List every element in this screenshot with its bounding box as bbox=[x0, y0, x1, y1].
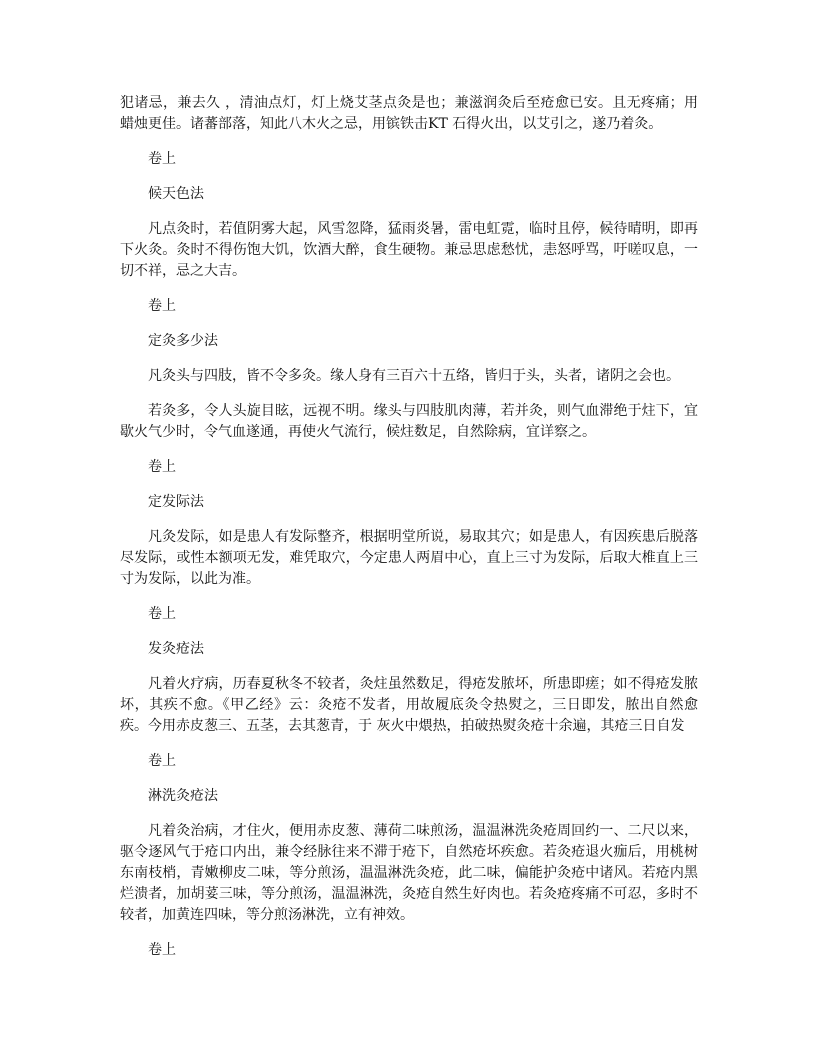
paragraph-ding-fa-ji: 凡灸发际，如是患人有发际整齐，根据明堂所说，易取其穴；如是患人，有因疾患后脱落尽发际，或性本额项无发，难凭取穴，今定患人两眉中心，直上三寸为发际，后取大椎直上三寸为发际，以此为准。 bbox=[120, 529, 698, 587]
paragraph-hou-tian-se: 凡点灸时，若值阴雾大起，风雪忽降，猛雨炎暑，雷电虹霓，临时且停，候待晴明，即再下火灸。灸时不得伤饱大饥，饮酒大醉，食生硬物。兼忌思虑愁忧，恚怒呼骂，吁嗟叹息，一切不祥，忌之大吉。 bbox=[120, 221, 698, 279]
paragraph-intro: 犯诸忌，兼去久 ，清油点灯，灯上烧艾茎点灸是也；兼滋润灸后至疮愈已安。且无疼痛；用蜡烛更佳。诸蕃部落，知此八木火之忌，用镔铁击KT 石得火出，以艾引之，遂乃着灸。 bbox=[120, 95, 698, 132]
section-title-lin-xi-jiu-chuang: 淋洗灸疮法 bbox=[148, 788, 218, 804]
section-label-juan-shang: 卷上 bbox=[148, 753, 176, 769]
document-page bbox=[120, 93, 698, 961]
paragraph-fa-jiu-chuang: 凡着火疗病，历春夏秋冬不较者，灸炷虽然数足，得疮发脓坏，所患即瘥；如不得疮发脓坏，其疾不愈。《甲乙经》云：灸疮不发者，用故履底灸令热熨之，三日即发，脓出自然愈疾。今用赤皮葱三、五茎，去其葱青，于 灰火中煨热，拍破热熨灸疮十余遍，其疮三日自发 bbox=[120, 676, 698, 734]
section-title-ding-jiu-duo-shao: 定灸多少法 bbox=[148, 333, 218, 349]
section-label-juan-shang: 卷上 bbox=[148, 459, 176, 475]
section-label-juan-shang: 卷上 bbox=[148, 151, 176, 167]
section-label-juan-shang: 卷上 bbox=[148, 942, 176, 958]
section-title-fa-jiu-chuang: 发灸疮法 bbox=[148, 641, 204, 657]
section-label-juan-shang: 卷上 bbox=[148, 606, 176, 622]
section-title-hou-tian-se: 候天色法 bbox=[148, 186, 204, 202]
section-title-ding-fa-ji: 定发际法 bbox=[148, 494, 204, 510]
paragraph-lin-xi-jiu-chuang: 凡着灸治病，才住火，便用赤皮葱、薄荷二味煎汤，温温淋洗灸疮周回约一、二尺以来，驱令逐风气于疮口内出，兼令经脉往来不滞于疮下，自然疮坏疾愈。若灸疮退火痂后，用桃树东南枝梢，青嫩柳皮二味，等分煎汤，温温淋洗灸疮，此二味，偏能护灸疮中诸风。若疮内黑烂溃者，加胡荽三味，等分煎汤，温温淋洗，灸疮自然生好肉也。若灸疮疼痛不可忍，多时不较者，加黄连四味，等分煎汤淋洗，立有神效。 bbox=[120, 823, 698, 923]
section-label-juan-shang: 卷上 bbox=[148, 298, 176, 314]
paragraph-ding-jiu-duo-shao-1: 凡灸头与四肢，皆不令多灸。缘人身有三百六十五络，皆归于头，头者，诸阴之会也。 bbox=[148, 368, 680, 384]
paragraph-ding-jiu-duo-shao-2: 若灸多，令人头旋目眩，远视不明。缘头与四肢肌肉薄，若并灸，则气血滞绝于炷下，宜歇火气少时，令气血遂通，再使火气流行，候炷数足，自然除病，宜详察之。 bbox=[120, 403, 698, 440]
